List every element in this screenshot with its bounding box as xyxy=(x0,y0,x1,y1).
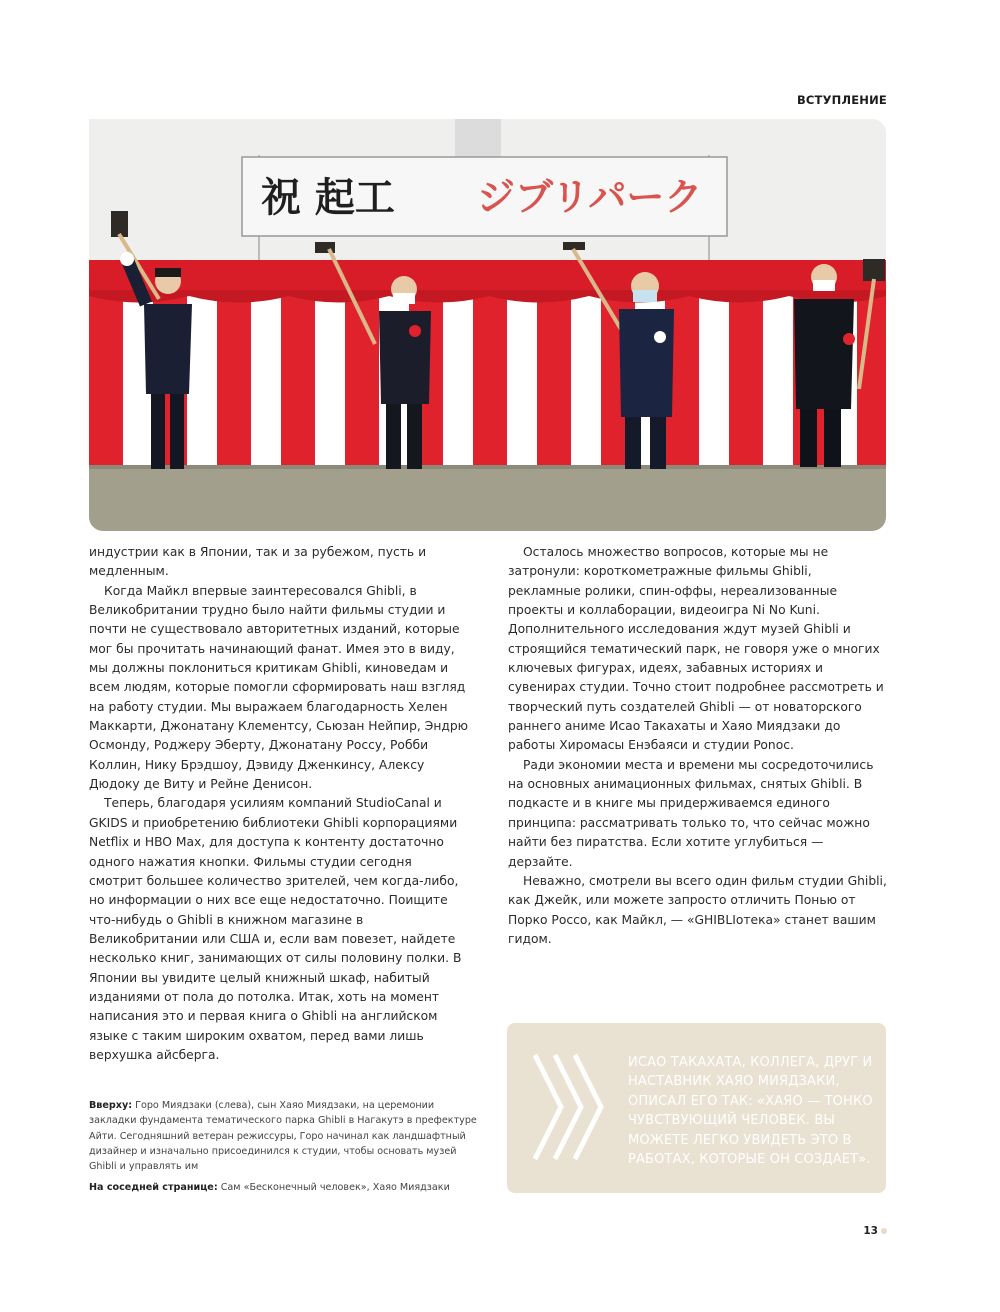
section-label: ВСТУПЛЕНИЕ xyxy=(796,93,887,107)
pull-quote-text: ИСАО ТАКАХАТА, КОЛЛЕГА, ДРУГ И НАСТАВНИК ХАЯО МИЯДЗАКИ, ОПИСАЛ ЕГО ТАК: «ХАЯО — ТОНКО ЧУВСТВУЮЩИЙ ЧЕЛОВЕК. ВЫ МОЖЕТЕ ЛЕГКО УВИДЕТЬ ЭТО В РАБОТАХ, КОТОРЫЕ ОН СОЗДАЕТ». xyxy=(628,1055,873,1168)
right-paragraph-3: Неважно, смотрели вы всего один фильм студии Ghibli, как Джейк, или можете запросто отличить Понью от Порко Россо, как Майкл, — «GHIBLIотека» станет вашим гидом. xyxy=(508,873,887,946)
left-column xyxy=(89,543,469,1065)
banner-park-name: ジブリパーク xyxy=(477,175,703,219)
right-paragraph-1: Осталось множество вопросов, которые мы не затронули: короткометражные фильмы Ghibli, рекламные ролики, спин-оффы, нереализованные проекты и коллаборации, видеоигра Ni No Kuni. Дополнительного исследования ждут музей Ghibli и строящийся тематический парк, не говоря уже о многих ключевых фигурах, идеях, забавных историях и сувенирах студии. Точно стоит подробнее рассмотреть и творческий путь создателей Ghibli — от новаторского раннего аниме Исао Такахаты и Хаяо Миядзаки до работы Хиромасы Енэбаяси и студии Ponoc. xyxy=(508,545,884,753)
page-number xyxy=(863,1225,887,1237)
pull-quote xyxy=(507,1023,886,1193)
caption-opposite xyxy=(89,1180,479,1195)
right-paragraph-2: Ради экономии места и времени мы сосредоточились на основных анимационных фильмах, снятых Ghibli. В подкасте и в книге мы придерживаемся единого принципа: рассматривать только то, что сейчас можно найти без пиратства. Если хотите углубиться — дерзайте. xyxy=(508,757,874,869)
groundbreaking-photo xyxy=(89,119,886,531)
left-paragraph-1: индустрии как в Японии, так и за рубежом, пусть и медленным. xyxy=(89,545,427,579)
photo-captions xyxy=(89,1098,479,1202)
ceremony-banner xyxy=(242,157,727,236)
caption-above-label: Вверху: xyxy=(89,1100,133,1111)
caption-above xyxy=(89,1098,479,1174)
page-dot-icon xyxy=(881,1228,887,1234)
caption-opposite-text: Сам «Бесконечный человек», Хаяо Миядзаки xyxy=(220,1182,450,1194)
caption-opposite-label: На соседней странице: xyxy=(89,1182,218,1194)
right-column xyxy=(508,543,888,949)
left-paragraph-2: Когда Майкл впервые заинтересовался Ghibli, в Великобритании трудно было найти фильмы студии и почти не существовало авторитетных изданий, которые мог бы прочитать начинающий фанат. Имея это в виду, мы должны поклониться критикам Ghibli, киноведам и всем людям, которые помогли сформировать наш взгляд на работу студии. Мы выражаем благодарность Хелен Маккарти, Джонатану Клементсу, Сьюзан Нейпир, Эндрю Осмонду, Роджеру Эберту, Джонатану Россу, Робби Коллин, Нику Брэдшоу, Дэвиду Дженкинсу, Алексу Дюдоку де Виту и Рейне Денисон. xyxy=(89,583,469,792)
left-paragraph-3: Теперь, благодаря усилиям компаний StudioCanal и GKIDS и приобретению библиотеки Ghibli корпорациями Netflix и HBO Max, для доступа к контенту достаточно одного нажатия кнопки. Фильмы студии сегодня смотрит большее количество зрителей, чем когда-либо, но информации о них все еще недостаточно. Поищите что-нибудь о Ghibli в книжном магазине в Великобритании или США и, если вам повезет, найдете несколько книг, занимающих от силы половину полки. В Японии вы увидите целый книжный шкаф, набитый изданиями от пола до потолка. Итак, хоть на момент написания это и первая книга о Ghibli на английском языке с таким широким охватом, перед вами лишь верхушка айсберга. xyxy=(89,796,462,1062)
banner-kanji: 祝 起工 xyxy=(261,175,395,221)
chevrons-icon xyxy=(531,1047,611,1167)
page-number-value: 13 xyxy=(863,1225,878,1237)
caption-above-text: Горо Миядзаки (слева), сын Хаяо Миядзаки, на церемонии закладки фундамента тематического парка Ghibli в Нагакутэ в префектуре Айти. Сегодняшний ветеран режиссуры, Горо начинал как ландшафтный дизайнер и изначально присоединился к студии, чтобы основать музей Ghibli и управлять им xyxy=(89,1100,477,1173)
